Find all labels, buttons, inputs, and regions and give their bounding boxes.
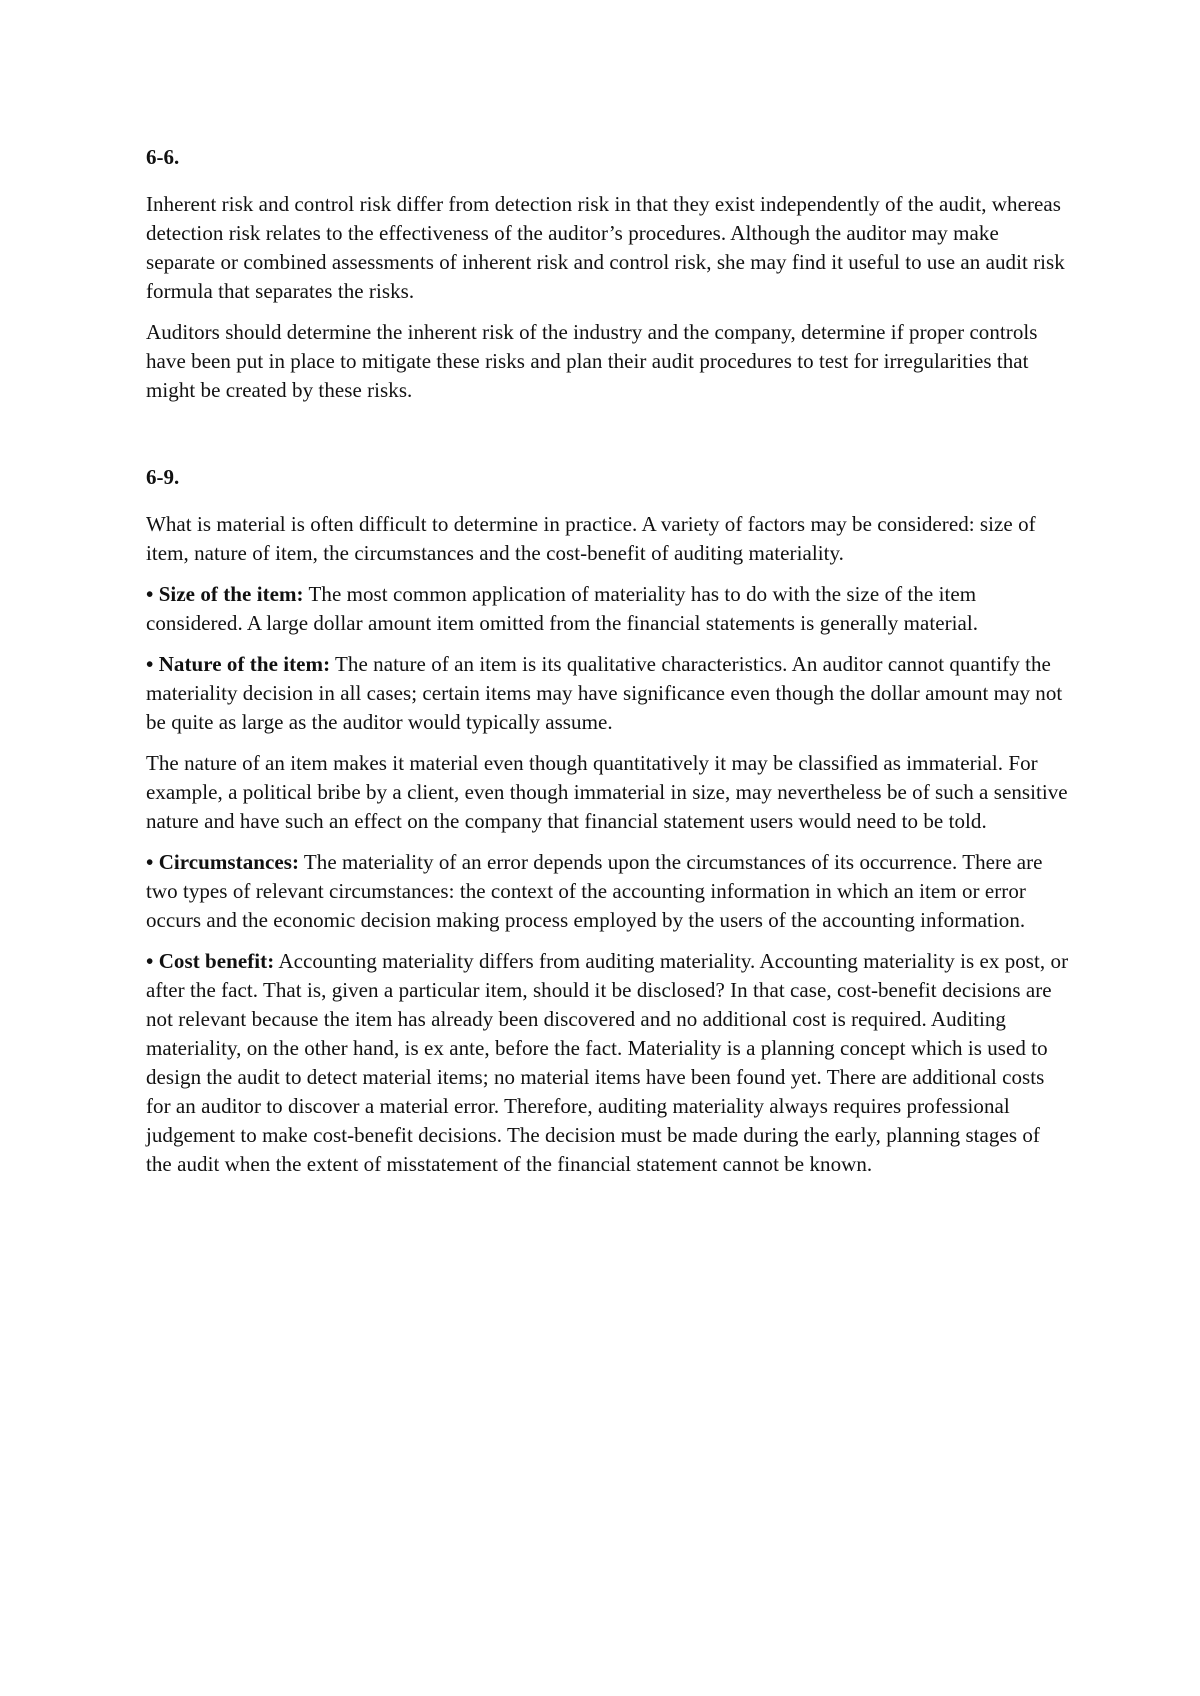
bullet-term: • Size of the item: [146,582,304,606]
section-heading: 6-6. [146,145,180,169]
section-6-9 [146,463,1070,1179]
bullet-term: • Cost benefit: [146,949,275,973]
bullet-paragraph [146,650,1070,737]
paragraph-text: The nature of an item is its qualitative characteristics. An auditor cannot quantify the materiality decision in all cases; certain items may have significance even though the dollar amount may not be quite as large as the auditor would typically assume. [146,652,1063,734]
paragraph-text: What is material is often difficult to determine in practice. A variety of factors may be considered: size of item, nature of item, the circumstances and the cost-benefit of auditing materiality. [146,512,1036,565]
paragraph [146,749,1070,836]
paragraph-text: The nature of an item makes it material even though quantitatively it may be classified as immaterial. For example, a political bribe by a client, even though immaterial in size, may nevertheless be of such a sensitive nature and have such an effect on the company that financial statement users would need to be told. [146,751,1068,833]
paragraph-text: The materiality of an error depends upon the circumstances of its occurrence. There are two types of relevant circumstances: the context of the accounting information in which an item or error occurs and the economic decision making process employed by the users of the accounting information. [146,850,1043,932]
bullet-term: • Circumstances: [146,850,299,874]
paragraph-text: Auditors should determine the inherent risk of the industry and the company, determine if proper controls have been put in place to mitigate these risks and plan their audit procedures to test for irregularities that might be created by these risks. [146,320,1038,402]
paragraph [146,510,1070,568]
bullet-term: • Nature of the item: [146,652,331,676]
paragraph-text: The most common application of materiality has to do with the size of the item considered. A large dollar amount item omitted from the financial statements is generally material. [146,582,979,635]
paragraph [146,190,1070,306]
bullet-paragraph [146,947,1070,1179]
paragraph-text: Inherent risk and control risk differ from detection risk in that they exist independently of the audit, whereas detection risk relates to the effectiveness of the auditor’s procedures. Although the auditor may make separate or combined assessments of inherent risk and control risk, she may find it useful to use an audit risk formula that separates the risks. [146,192,1065,303]
section-heading: 6-9. [146,465,180,489]
paragraph-text: Accounting materiality differs from auditing materiality. Accounting materiality is ex post, or after the fact. That is, given a particular item, should it be disclosed? In that case, cost-benefit decisions are not relevant because the item has already been discovered and no additional cost is required. Auditing materiality, on the other hand, is ex ante, before the fact. Materiality is a planning concept which is used to design the audit to detect material items; no material items have been found yet. There are additional costs for an auditor to discover a material error. Therefore, auditing materiality always requires professional judgement to make cost-benefit decisions. The decision must be made during the early, planning stages of the audit when the extent of misstatement of the financial statement cannot be known. [146,949,1069,1176]
bullet-paragraph [146,580,1070,638]
paragraph [146,318,1070,405]
section-6-6 [146,143,1070,405]
bullet-paragraph [146,848,1070,935]
